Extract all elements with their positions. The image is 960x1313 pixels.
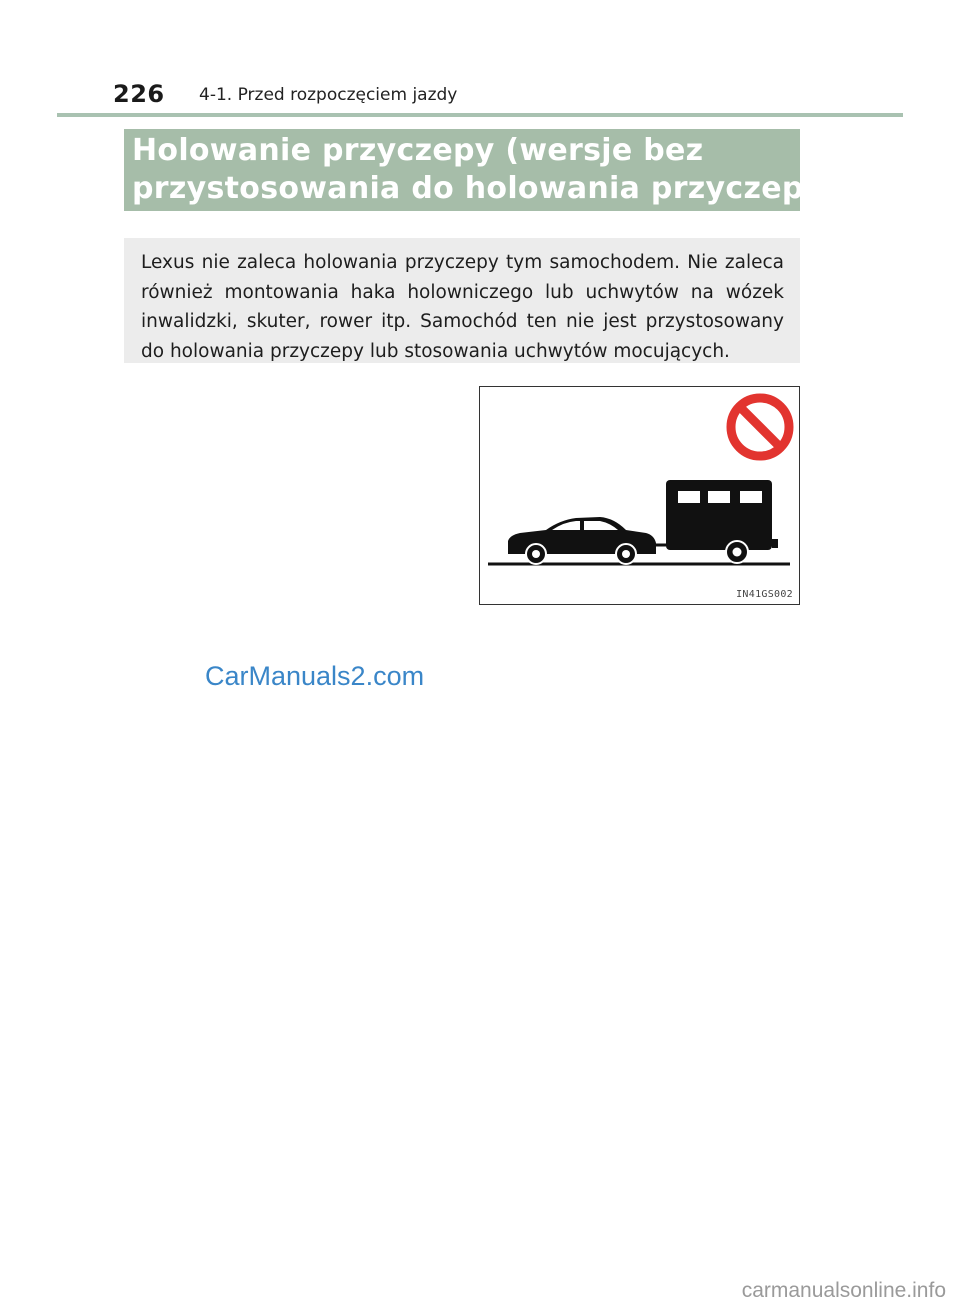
section-title [124,129,838,211]
section-title-line-2: przystosowania do holowania przyczepy) [132,171,838,206]
header-divider [57,113,903,117]
intro-text: Lexus nie zaleca holowania przyczepy tym samochodem. Nie zaleca również montowania haka holowniczego lub uchwytów na wózek inwalidzki, skuter, rower itp. Samochód ten nie jest przystosowany do holowania przyczepy lub stosowania uchwytów mocujących. [141,252,784,362]
illustration-canvas [480,387,798,603]
page-number: 226 [113,80,165,108]
watermark-carmanuals2: CarManuals2.com [205,661,425,691]
figure-code: IN41GS002 [736,589,793,600]
trailer-icon [666,480,778,563]
car-icon [508,517,656,564]
prohibition-sign-icon [731,398,789,456]
towing-prohibited-illustration [479,386,800,605]
section-title-line-1: Holowanie przyczepy (wersje bez [132,133,704,168]
intro-box [124,238,800,363]
watermark-carmanualsonline: carmanualsonline.info [741,1279,946,1302]
section-reference: 4-1. Przed rozpoczęciem jazdy [199,85,458,105]
